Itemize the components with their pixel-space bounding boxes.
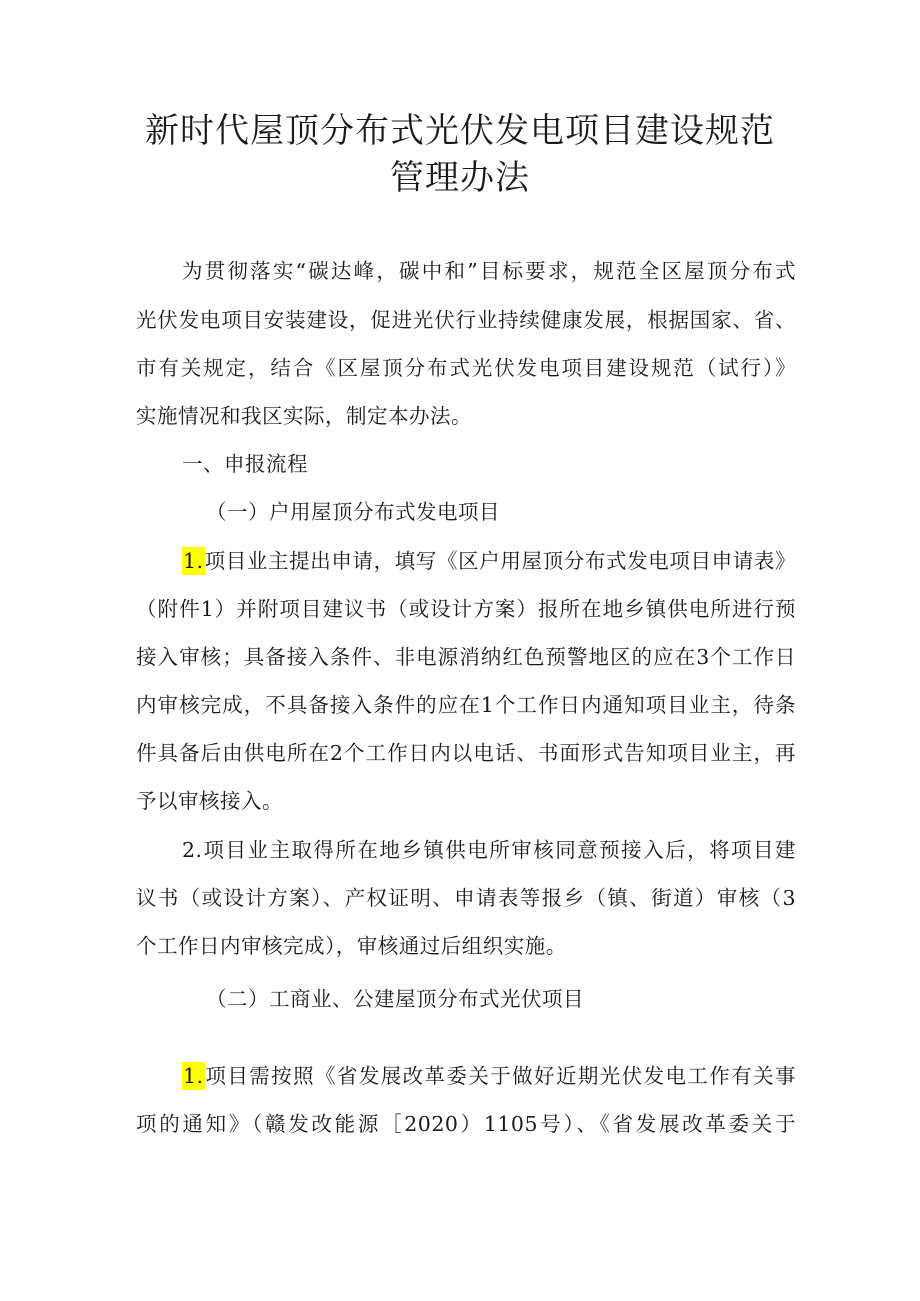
item-3-line-2: 项的通知》（赣发改能源［2020）1105号）、《省发展改革委关于 — [136, 1112, 796, 1136]
document-title-line-1: 新时代屋顶分布式光伏发电项目建设规范 — [145, 111, 775, 151]
item-1-line-2: （附件1）并附项目建议书（或设计方案）报所在地乡镇供电所进行预 — [136, 597, 796, 621]
intro-line-3: 市有关规定，结合《区屋顶分布式光伏发电项目建设规范（试行）》 — [136, 356, 796, 380]
item-1-line-5: 件具备后由供电所在2个工作日内以电话、书面形式告知项目业主，再 — [136, 741, 796, 765]
intro-line-1: 为贯彻落实“碳达峰，碳中和”目标要求，规范全区屋顶分布式 — [182, 259, 796, 283]
document-title-line-2: 管理办法 — [390, 158, 530, 198]
item-1-first-line — [182, 546, 796, 576]
item-3-first-line — [182, 1061, 796, 1091]
item-1-line-4: 内审核完成，不具备接入条件的应在1个工作日内通知项目业主，待条 — [136, 693, 796, 717]
item-1-line-3: 接入审核；具备接入条件、非电源消纳红色预警地区的应在3个工作日 — [136, 645, 796, 669]
item-3-number-highlight: 1. — [183, 1064, 204, 1088]
item-3-first-line-text: 项目需按照《省发展改革委关于做好近期光伏发电工作有关事 — [204, 1064, 796, 1088]
item-2-line-3: 个工作日内审核完成），审核通过后组织实施。 — [136, 934, 567, 958]
subsection-heading-2: （二）工商业、公建屋顶分布式光伏项目 — [206, 987, 584, 1011]
section-heading-1: 一、申报流程 — [182, 452, 308, 476]
item-1-first-line-text: 项目业主提出申请，填写《区户用屋顶分布式发电项目申请表》 — [204, 549, 796, 573]
item-1-line-6: 予以审核接入。 — [136, 789, 283, 813]
item-2-line-2: 议书（或设计方案）、产权证明、申请表等报乡（镇、街道）审核（3 — [136, 886, 796, 910]
intro-line-2: 光伏发电项目安装建设，促进光伏行业持续健康发展，根据国家、省、 — [136, 308, 796, 332]
intro-line-4: 实施情况和我区实际，制定本办法。 — [136, 404, 472, 428]
item-2-first-line: 2.项目业主取得所在地乡镇供电所审核同意预接入后，将项目建 — [182, 838, 796, 862]
subsection-heading-1: （一）户用屋顶分布式发电项目 — [206, 500, 500, 524]
item-1-number-highlight: 1. — [183, 549, 204, 573]
